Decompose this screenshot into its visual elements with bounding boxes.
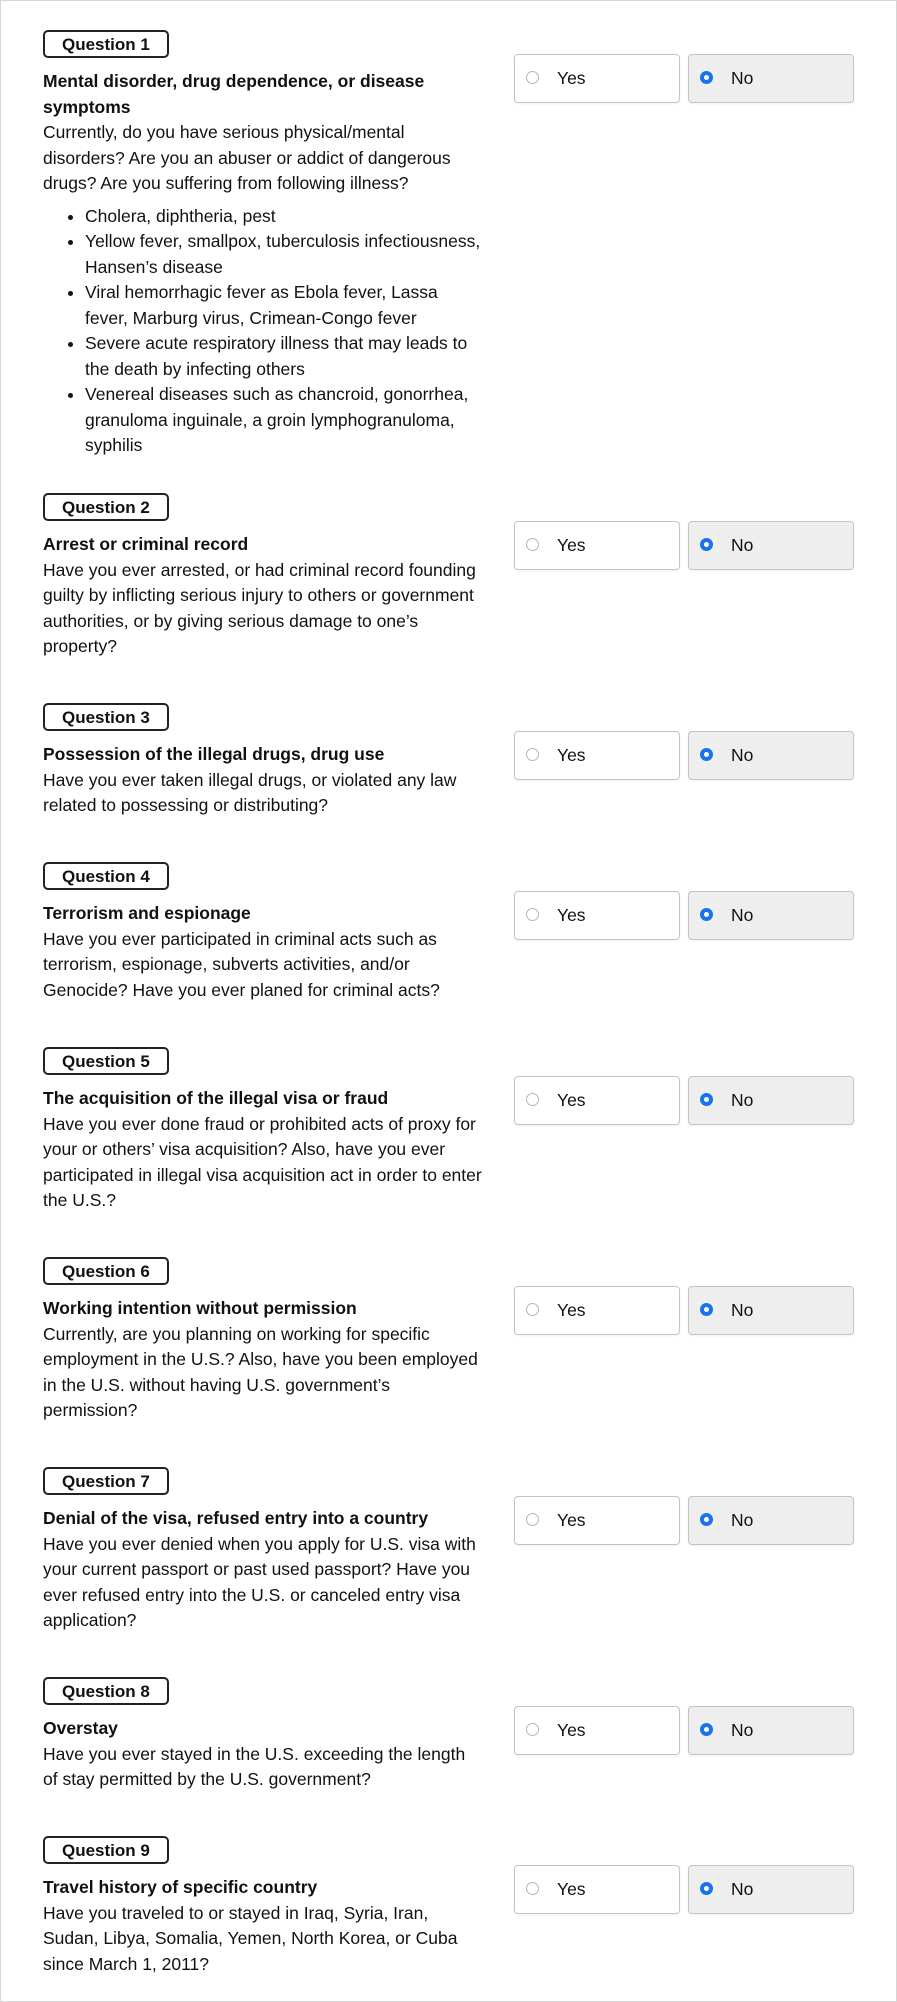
option-label: Yes — [557, 1300, 586, 1320]
question-title: Overstay — [43, 1718, 118, 1738]
question-3 — [43, 703, 858, 819]
answer-options — [514, 731, 854, 780]
question-title: Possession of the illegal drugs, drug use — [43, 744, 385, 764]
yes-option[interactable] — [514, 731, 680, 780]
option-label: No — [731, 1879, 754, 1899]
option-label: No — [731, 535, 754, 555]
question-label: Question 2 — [43, 493, 169, 521]
answer-options — [514, 54, 854, 103]
answer-options — [514, 1496, 854, 1545]
radio-icon[interactable] — [700, 71, 713, 84]
question-title: The acquisition of the illegal visa or fraud — [43, 1088, 389, 1108]
yes-option[interactable] — [514, 1865, 680, 1914]
question-5 — [43, 1047, 858, 1214]
question-1 — [43, 30, 858, 459]
question-description: Have you ever taken illegal drugs, or violated any law related to possessing or distributing? — [43, 769, 457, 815]
yes-option[interactable] — [514, 521, 680, 570]
option-label: No — [731, 1300, 754, 1320]
question-title: Working intention without permission — [43, 1298, 357, 1318]
option-label: Yes — [557, 1510, 586, 1530]
list-item: • Cholera, diphtheria, pest — [85, 204, 483, 230]
yes-option[interactable] — [514, 1706, 680, 1755]
no-option[interactable] — [688, 1706, 854, 1755]
question-description: Have you traveled to or stayed in Iraq, Syria, Iran, Sudan, Libya, Somalia, Yemen, North Korea, or Cuba since March 1, 2011? — [43, 1902, 458, 1974]
question-2 — [43, 493, 858, 660]
question-title: Terrorism and espionage — [43, 903, 251, 923]
radio-icon[interactable] — [700, 1723, 713, 1736]
answer-options — [514, 1865, 854, 1914]
answer-options — [514, 1286, 854, 1335]
disease-list — [43, 204, 483, 459]
question-description: Have you ever participated in criminal acts such as terrorism, espionage, subverts activities, and/or Genocide? Have you ever planed for criminal acts? — [43, 928, 440, 1000]
radio-icon[interactable] — [700, 1882, 713, 1895]
question-label: Question 1 — [43, 30, 169, 58]
radio-icon[interactable] — [526, 748, 539, 761]
list-item: • Severe acute respiratory illness that may leads to the death by infecting others — [85, 331, 483, 382]
option-label: No — [731, 1090, 754, 1110]
question-description: Currently, do you have serious physical/mental disorders? Are you an abuser or addict of dangerous drugs? Are you suffering from following illness? — [43, 122, 451, 193]
radio-icon[interactable] — [526, 1513, 539, 1526]
question-description: Have you ever stayed in the U.S. exceeding the length of stay permitted by the U.S. government? — [43, 1743, 466, 1789]
list-item: • Yellow fever, smallpox, tuberculosis infectiousness, Hansen’s disease — [85, 229, 483, 280]
no-option[interactable] — [688, 1496, 854, 1545]
yes-option[interactable] — [514, 1286, 680, 1335]
option-label: Yes — [557, 1090, 586, 1110]
question-label: Question 8 — [43, 1677, 169, 1705]
list-item: • Venereal diseases such as chancroid, gonorrhea, granuloma inguinale, a groin lymphogranuloma, syphilis — [85, 382, 483, 459]
radio-icon[interactable] — [526, 1303, 539, 1316]
radio-icon[interactable] — [526, 71, 539, 84]
question-label: Question 3 — [43, 703, 169, 731]
question-description: Have you ever done fraud or prohibited acts of proxy for your or others’ visa acquisition? Also, have you ever participated in illegal visa acquisition act in order to enter the U.S.? — [43, 1113, 482, 1210]
question-7 — [43, 1467, 858, 1634]
option-label: No — [731, 1510, 754, 1530]
question-4 — [43, 862, 858, 1003]
yes-option[interactable] — [514, 891, 680, 940]
question-description: Have you ever denied when you apply for U.S. visa with your current passport or past used passport? Have you ever refused entry into the U.S. or canceled entry visa application? — [43, 1533, 476, 1630]
option-label: No — [731, 68, 754, 88]
question-label: Question 6 — [43, 1257, 169, 1285]
option-label: No — [731, 745, 754, 765]
option-label: Yes — [557, 68, 586, 88]
radio-icon[interactable] — [700, 908, 713, 921]
question-label: Question 4 — [43, 862, 169, 890]
radio-icon[interactable] — [700, 748, 713, 761]
option-label: No — [731, 905, 754, 925]
radio-icon[interactable] — [700, 1513, 713, 1526]
question-9 — [43, 1836, 858, 1977]
question-title: Mental disorder, drug dependence, or disease symptoms — [43, 71, 425, 117]
option-label: Yes — [557, 1879, 586, 1899]
no-option[interactable] — [688, 54, 854, 103]
radio-icon[interactable] — [700, 538, 713, 551]
question-label: Question 7 — [43, 1467, 169, 1495]
radio-icon[interactable] — [700, 1303, 713, 1316]
yes-option[interactable] — [514, 1496, 680, 1545]
answer-options — [514, 521, 854, 570]
question-description: Currently, are you planning on working for specific employment in the U.S.? Also, have you been employed in the U.S. without having U.S. government’s permission? — [43, 1323, 478, 1420]
radio-icon[interactable] — [526, 908, 539, 921]
radio-icon[interactable] — [700, 1093, 713, 1106]
option-label: No — [731, 1720, 754, 1740]
radio-icon[interactable] — [526, 1882, 539, 1895]
no-option[interactable] — [688, 1286, 854, 1335]
answer-options — [514, 1706, 854, 1755]
question-title: Denial of the visa, refused entry into a country — [43, 1508, 429, 1528]
question-6 — [43, 1257, 858, 1424]
no-option[interactable] — [688, 1076, 854, 1125]
radio-icon[interactable] — [526, 1723, 539, 1736]
radio-icon[interactable] — [526, 538, 539, 551]
question-description: Have you ever arrested, or had criminal record founding guilty by inflicting serious injury to others or government authorities, or by giving serious damage to one’s property? — [43, 559, 476, 656]
answer-options — [514, 891, 854, 940]
question-label: Question 9 — [43, 1836, 169, 1864]
no-option[interactable] — [688, 731, 854, 780]
option-label: Yes — [557, 905, 586, 925]
option-label: Yes — [557, 745, 586, 765]
question-title: Arrest or criminal record — [43, 534, 249, 554]
no-option[interactable] — [688, 891, 854, 940]
question-8 — [43, 1677, 858, 1793]
option-label: Yes — [557, 535, 586, 555]
no-option[interactable] — [688, 521, 854, 570]
option-label: Yes — [557, 1720, 586, 1740]
answer-options — [514, 1076, 854, 1125]
question-label: Question 5 — [43, 1047, 169, 1075]
yes-option[interactable] — [514, 1076, 680, 1125]
yes-option[interactable] — [514, 54, 680, 103]
question-title: Travel history of specific country — [43, 1877, 318, 1897]
radio-icon[interactable] — [526, 1093, 539, 1106]
no-option[interactable] — [688, 1865, 854, 1914]
list-item: • Viral hemorrhagic fever as Ebola fever, Lassa fever, Marburg virus, Crimean-Congo fever — [85, 280, 483, 331]
